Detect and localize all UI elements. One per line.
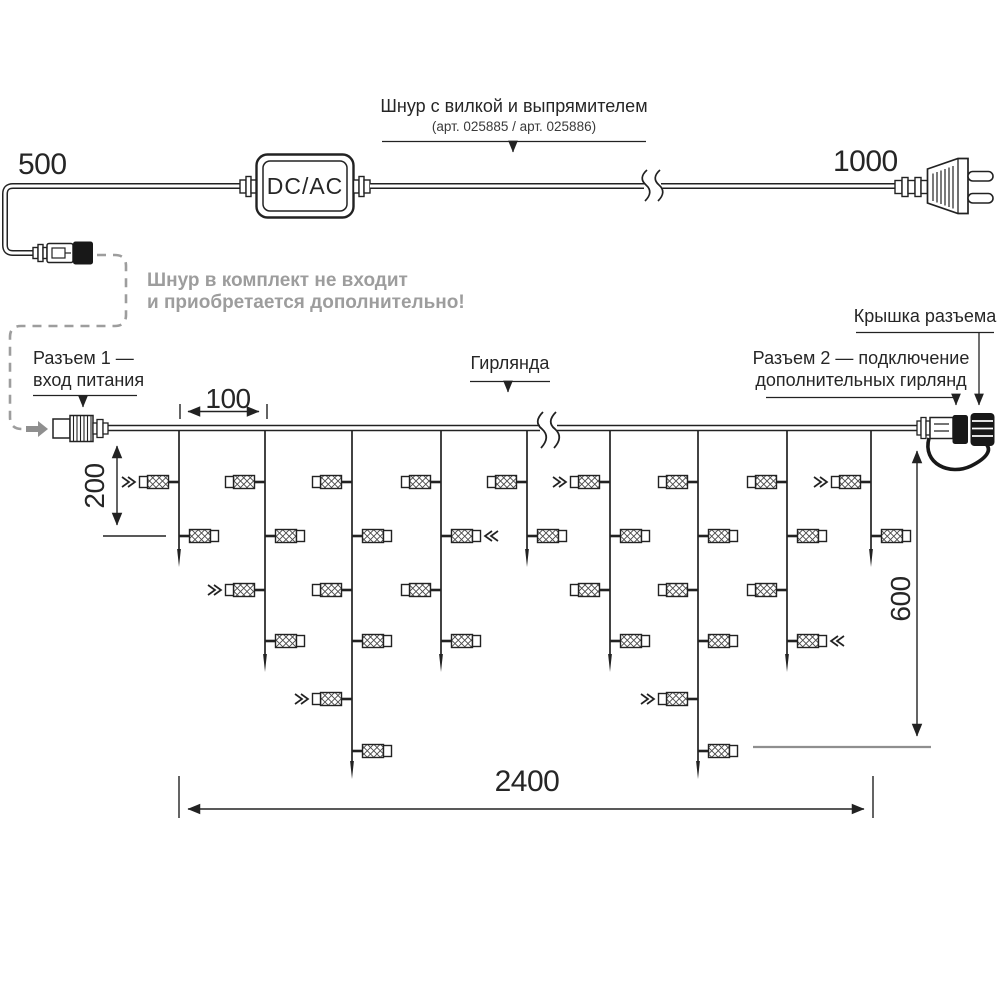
lamp-cap <box>384 746 392 757</box>
lamp-cap <box>832 477 840 488</box>
converter-label: DC/AC <box>266 172 344 199</box>
lamp-cap <box>297 531 305 542</box>
lamp-cap <box>659 694 667 705</box>
cord-subtitle: (арт. 025885 / арт. 025886) <box>431 119 597 134</box>
garland-label: Гирлянда <box>470 353 550 373</box>
lamp-cap <box>402 585 410 596</box>
lamp-cap <box>226 585 234 596</box>
not-included-dashed-path <box>10 255 126 429</box>
lamp-bulb <box>667 476 688 489</box>
lamp-direction-arrow-icon <box>814 477 827 487</box>
power-cord-connector <box>33 242 93 265</box>
drop-tip-icon <box>785 654 789 672</box>
lamp-bulb <box>452 635 473 648</box>
connector-2-body <box>953 415 969 444</box>
cord-title: Шнур с вилкой и выпрямителем <box>380 96 648 116</box>
drop-tip-icon <box>177 549 181 567</box>
lamp-cap <box>748 477 756 488</box>
lamp-bulb <box>621 635 642 648</box>
plug-prong <box>968 172 993 182</box>
drop-tip-icon <box>608 654 612 672</box>
lamp-bulb <box>709 635 730 648</box>
icicle-drop <box>488 431 567 567</box>
icicle-drop <box>208 431 305 672</box>
lamp-bulb <box>321 584 342 597</box>
lamp-cap <box>642 636 650 647</box>
leader-cap <box>856 333 994 406</box>
lamp-direction-arrow-icon <box>295 694 308 704</box>
lamp-bulb <box>452 530 473 543</box>
lamp-cap <box>313 694 321 705</box>
lamp-cap <box>384 636 392 647</box>
lamp-cap <box>384 531 392 542</box>
leader-cord-title <box>382 142 646 153</box>
lamp-cap <box>903 531 911 542</box>
cord-left-length-label: 500 <box>18 148 67 181</box>
lamp-bulb <box>321 693 342 706</box>
drop-tip-icon <box>525 549 529 567</box>
drop-tip-icon <box>263 654 267 672</box>
icicle-drop <box>748 431 845 672</box>
icicle-drop <box>295 431 392 779</box>
lamp-cap <box>819 531 827 542</box>
lamp-cap <box>297 636 305 647</box>
lamp-direction-arrow-icon <box>831 636 844 646</box>
dimension-600-label: 600 <box>884 576 916 622</box>
lamp-direction-arrow-icon <box>208 585 221 595</box>
connector2-label-line1: Разъем 2 — подключение <box>752 348 970 368</box>
connector1-label-line2: вход питания <box>33 370 145 390</box>
lamp-bulb <box>363 635 384 648</box>
lamp-bulb <box>621 530 642 543</box>
drop-tip-icon <box>869 549 873 567</box>
lamp-cap <box>659 477 667 488</box>
lamp-cap <box>313 585 321 596</box>
lamp-bulb <box>321 476 342 489</box>
lamp-bulb <box>276 635 297 648</box>
cord-break-icon <box>642 170 663 201</box>
lamp-bulb <box>276 530 297 543</box>
icicle-drop <box>641 431 738 779</box>
icicle-drops-layer <box>122 431 911 779</box>
not-included-note-line1: Шнур в комплект не входит <box>147 270 408 291</box>
lamp-cap <box>571 477 579 488</box>
lamp-bulb <box>190 530 211 543</box>
lamp-bulb <box>756 476 777 489</box>
guide-arrow-icon <box>26 421 48 437</box>
leader-connector2 <box>766 398 956 406</box>
lamp-bulb <box>148 476 169 489</box>
icicle-drop <box>814 431 911 567</box>
lamp-cap <box>642 531 650 542</box>
leader-garland <box>470 382 550 393</box>
lamp-bulb <box>363 745 384 758</box>
lamp-bulb <box>410 476 431 489</box>
power-cord-wire-left <box>5 186 241 253</box>
garland-output-connector <box>917 413 995 470</box>
lamp-cap <box>473 636 481 647</box>
lamp-cap <box>730 531 738 542</box>
lamp-cap <box>226 477 234 488</box>
garland-wire-break-icon <box>538 412 560 448</box>
lamp-bulb <box>410 584 431 597</box>
leader-connector1 <box>33 396 137 408</box>
lamp-bulb <box>882 530 903 543</box>
lamp-cap <box>402 477 410 488</box>
lamp-bulb <box>756 584 777 597</box>
connector1-label-line1: Разъем 1 — <box>33 348 134 368</box>
drop-tip-icon <box>350 761 354 779</box>
connector-black-cap <box>73 242 93 265</box>
lamp-cap <box>140 477 148 488</box>
lamp-cap <box>730 746 738 757</box>
dimension-200-label: 200 <box>78 463 110 509</box>
lamp-cap <box>473 531 481 542</box>
cap-label: Крышка разъема <box>853 306 997 326</box>
not-included-note-line2: и приобретается дополнительно! <box>147 292 465 313</box>
dimension-2400-label: 2400 <box>494 765 560 798</box>
lamp-bulb <box>709 745 730 758</box>
lamp-bulb <box>538 530 559 543</box>
connector2-label-line2: дополнительных гирлянд <box>755 370 967 390</box>
lamp-cap <box>488 477 496 488</box>
lamp-bulb <box>579 584 600 597</box>
lamp-bulb <box>234 476 255 489</box>
cord-right-length-label: 1000 <box>833 145 898 178</box>
dimension-200 <box>103 446 166 536</box>
lamp-bulb <box>798 635 819 648</box>
lamp-bulb <box>234 584 255 597</box>
lamp-bulb <box>667 584 688 597</box>
icicle-drop <box>122 431 219 567</box>
garland-input-connector <box>53 416 108 442</box>
lamp-cap <box>559 531 567 542</box>
icicle-drop <box>553 431 650 672</box>
lamp-cap <box>211 531 219 542</box>
lamp-cap <box>819 636 827 647</box>
lamp-cap <box>313 477 321 488</box>
power-plug <box>895 159 993 214</box>
lamp-bulb <box>363 530 384 543</box>
connector-cap <box>971 413 995 446</box>
drop-tip-icon <box>439 654 443 672</box>
lamp-bulb <box>667 693 688 706</box>
drop-tip-icon <box>696 761 700 779</box>
icicle-drop <box>402 431 499 672</box>
lamp-direction-arrow-icon <box>485 531 498 541</box>
lamp-cap <box>571 585 579 596</box>
lamp-direction-arrow-icon <box>641 694 654 704</box>
lamp-bulb <box>709 530 730 543</box>
lamp-bulb <box>840 476 861 489</box>
lamp-bulb <box>579 476 600 489</box>
lamp-direction-arrow-icon <box>553 477 566 487</box>
dimension-100-label: 100 <box>205 383 251 414</box>
lamp-cap <box>730 636 738 647</box>
lamp-bulb <box>798 530 819 543</box>
lamp-cap <box>659 585 667 596</box>
lamp-bulb <box>496 476 517 489</box>
lamp-direction-arrow-icon <box>122 477 135 487</box>
plug-prong <box>968 194 993 204</box>
lamp-cap <box>748 585 756 596</box>
